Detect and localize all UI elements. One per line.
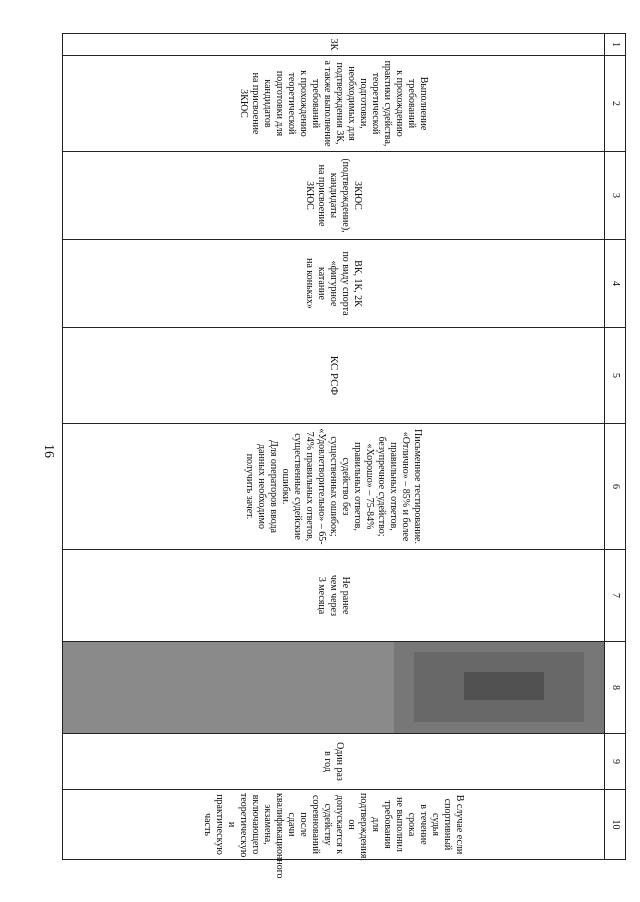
cell-line: существенных ошибок;: [328, 436, 340, 537]
cell-line: экзамена, включающего: [250, 794, 274, 855]
cell-applicants: [63, 152, 605, 240]
cell-line: подготовки для: [274, 70, 286, 137]
cell-line: «Удовлетворительно» – 65-: [316, 428, 328, 545]
cell-period: [63, 550, 605, 642]
requirements-table-wrapper: [62, 33, 626, 879]
cell-line: существенные судейские: [292, 433, 304, 540]
cell-line: практическую часть: [202, 794, 226, 855]
cell-line: ЗКЮС: [304, 181, 316, 210]
cell-line: сдачи: [286, 812, 298, 837]
cell-line: необходимых для: [346, 66, 358, 141]
cell-line: ВК, 1К, 2К: [352, 260, 364, 307]
cell-line: В случае если: [454, 794, 466, 855]
cell-line: 74% правильных ответов,: [304, 431, 316, 542]
cell-line: данных необходимо: [256, 443, 268, 530]
cell-line: допускается к судейству: [322, 794, 346, 855]
cell-line: на присвоение: [250, 72, 262, 135]
cell-line: судейство без: [340, 457, 352, 516]
cell-line: кандидатов: [262, 79, 274, 128]
cell-line: спортивный судья: [430, 798, 454, 851]
col-header-7: 7: [605, 550, 626, 642]
page-number: 16: [41, 444, 56, 458]
cell-line: по виду спорта: [340, 251, 352, 316]
cell-line: Не ранее: [340, 576, 352, 615]
cell-line: ошибки.: [280, 468, 292, 505]
cell-line: «Отлично» – 85% и более: [400, 431, 412, 542]
cell-line: получить зачет.: [244, 453, 256, 520]
scan-noise-graphic: [394, 642, 604, 734]
cell-line: соревнований после: [298, 794, 322, 855]
cell-line: ЗКЮС: [352, 181, 364, 210]
cell-line: безупречное судейство;: [376, 436, 388, 537]
cell-line: практики судейства,: [382, 60, 394, 147]
cell-line: требований: [406, 78, 418, 129]
cell-organizer: КС РСФ: [63, 328, 605, 424]
cell-line: (подтверждение),: [340, 158, 352, 233]
col-header-4: 4: [605, 240, 626, 328]
cell-line: теоретической: [286, 72, 298, 135]
cell-line: к прохождению: [298, 70, 310, 137]
cell-line: не выполнил требования: [382, 797, 406, 852]
col-header-1: 1: [605, 34, 626, 56]
cell-line: в течение срока: [406, 804, 430, 845]
requirements-table: [62, 33, 626, 879]
cell-line: на присвоение: [316, 164, 328, 227]
cell-line: а также выполнение: [322, 60, 334, 147]
cell-line: правильных ответов,: [388, 442, 400, 531]
cell-category: 3К: [63, 34, 605, 56]
cell-conditions: [63, 790, 605, 879]
cell-line: теоретическую и: [226, 793, 250, 858]
cell-line: Для операторов ввода: [268, 440, 280, 533]
cell-line: требований: [310, 78, 322, 129]
col-header-6: 6: [605, 424, 626, 550]
cell-line: в год: [322, 751, 334, 772]
cell-line: Выполнение: [418, 76, 430, 131]
col-header-5: 5: [605, 328, 626, 424]
cell-line: ЗКЮС: [238, 89, 250, 118]
cell-line: квалификационного: [274, 793, 286, 879]
col-header-9: 9: [605, 734, 626, 790]
col-header-10: 10: [605, 790, 626, 860]
cell-line: для подтверждения, он: [346, 793, 382, 861]
cell-line: «Хорошо» – 75-84%: [364, 443, 376, 530]
col-header-8: 8: [605, 642, 626, 734]
table-row: [63, 34, 605, 860]
cell-line: чем через: [328, 574, 340, 617]
cell-line: кандидаты: [328, 172, 340, 219]
cell-line: 3 месяца: [316, 576, 328, 615]
cell-line: теоретической: [370, 72, 382, 135]
cell-scan-stain: [63, 642, 605, 734]
cell-line: на коньках»: [304, 258, 316, 309]
col-header-2: 2: [605, 56, 626, 152]
col-header-3: 3: [605, 152, 626, 240]
cell-examiners: [63, 240, 605, 328]
header-row: [605, 34, 626, 860]
cell-line: Письменное тестирование.: [412, 429, 424, 544]
cell-line: правильных ответов,: [352, 442, 364, 531]
rotated-table-container: [62, 33, 626, 879]
cell-frequency: [63, 734, 605, 790]
cell-line: подтверждения 3К,: [334, 62, 346, 145]
cell-line: к прохождению: [394, 70, 406, 137]
cell-line: Один раз: [334, 742, 346, 781]
cell-requirements: [63, 56, 605, 152]
cell-line: «фигурное катание: [316, 260, 340, 307]
cell-line: подготовки,: [358, 78, 370, 129]
cell-assessment: [63, 424, 605, 550]
